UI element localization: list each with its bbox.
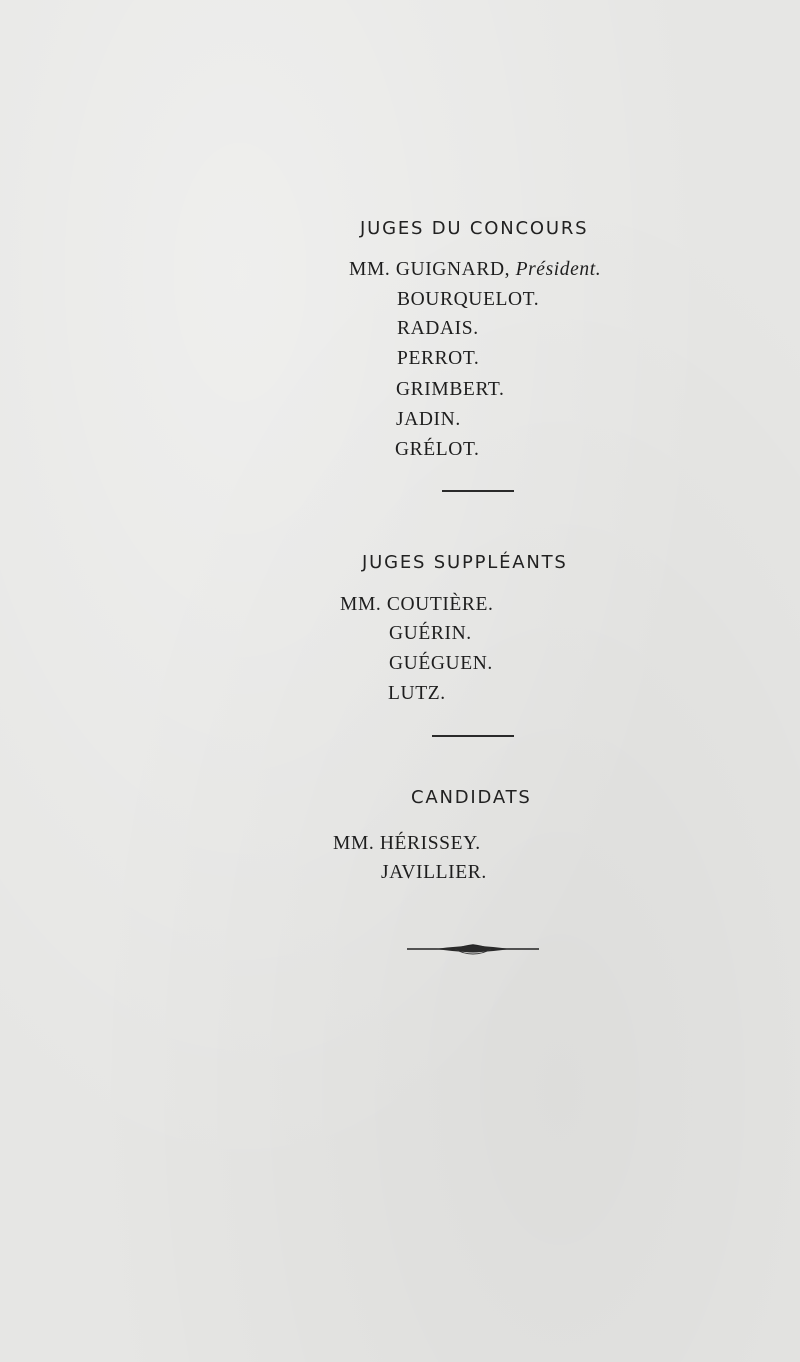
tailpiece-ornament-icon xyxy=(405,940,541,958)
judge-role: Président. xyxy=(515,259,602,280)
section-divider xyxy=(442,490,514,492)
honorific-prefix: MM. xyxy=(340,594,382,615)
judge-name: PERROT. xyxy=(397,348,480,369)
judge-line-guignard xyxy=(349,259,601,281)
judge-name: GRÉLOT. xyxy=(395,439,480,460)
candidate-name: JAVILLIER. xyxy=(381,862,487,883)
candidate-name: HÉRISSEY. xyxy=(379,833,481,854)
judge-name: GUÉRIN. xyxy=(389,623,472,644)
section-heading-candidats: CANDIDATS xyxy=(411,787,532,808)
judge-name: LUTZ. xyxy=(388,683,446,704)
judge-name: RADAIS. xyxy=(397,318,479,339)
judge-name: GRIMBERT. xyxy=(396,379,505,400)
judge-name: JADIN. xyxy=(396,409,461,430)
judge-name: COUTIÈRE. xyxy=(386,594,494,615)
judge-name: BOURQUELOT. xyxy=(397,289,540,310)
judge-name: GUIGNARD, xyxy=(395,259,511,280)
candidate-line-herissey xyxy=(333,833,481,855)
judge-line-coutiere xyxy=(340,594,494,616)
section-heading-juges-suppleants: JUGES SUPPLÉANTS xyxy=(362,552,568,573)
section-divider xyxy=(432,735,514,737)
honorific-prefix: MM. xyxy=(333,833,375,854)
honorific-prefix: MM. xyxy=(349,259,391,280)
judge-name: GUÉGUEN. xyxy=(389,653,493,674)
section-heading-juges-du-concours: JUGES DU CONCOURS xyxy=(360,218,589,239)
